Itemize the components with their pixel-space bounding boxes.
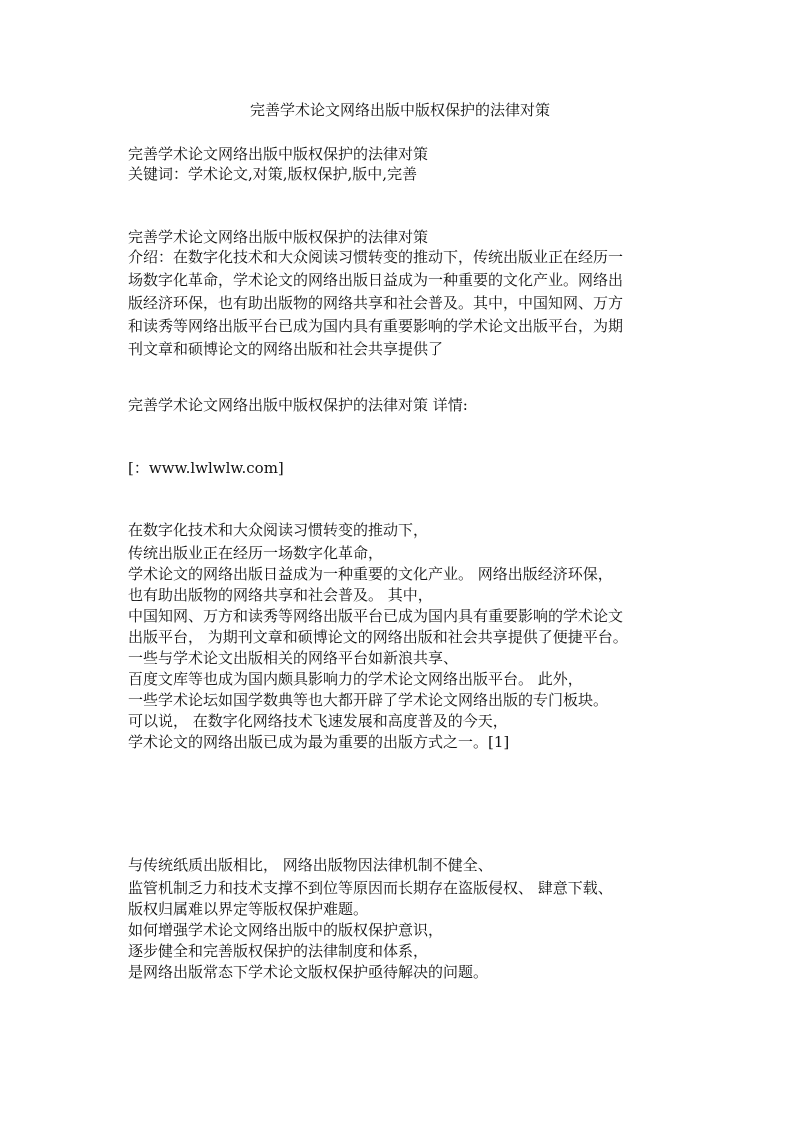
header-block-title: 完善学术论文网络出版中版权保护的法律对策	[128, 145, 429, 163]
intro-line: 介绍：在数字化技术和大众阅读习惯转变的推动下，传统出版业正在经历一	[128, 248, 624, 266]
paragraph1-line: 中国知网、万方和读秀等网络出版平台已成为国内具有重要影响的学术论文	[128, 607, 624, 625]
paragraph1-line: 百度文库等也成为国内颇具影响力的学术论文网络出版平台。 此外，	[128, 670, 583, 688]
paragraph2-line: 如何增强学术论文网络出版中的版权保护意识，	[128, 921, 444, 939]
intro-line: 和读秀等网络出版平台已成为国内具有重要影响的学术论文出版平台，为期	[128, 317, 624, 335]
intro-line: 版经济环保，也有助出版物的网络共享和社会普及。其中，中国知网、万方	[128, 294, 624, 312]
details-heading: 完善学术论文网络出版中版权保护的法律对策 详情:	[128, 396, 468, 414]
paragraph1-line: 传统出版业正在经历一场数字化革命，	[128, 544, 384, 562]
keywords-line: 关键词：学术论文,对策,版权保护,版中,完善	[128, 165, 418, 183]
paragraph1-line: 学术论文的网络出版已成为最为重要的出版方式之一。[1]	[128, 733, 510, 751]
paragraph1-line: 学术论文的网络出版日益成为一种重要的文化产业。 网络出版经济环保，	[128, 565, 613, 583]
paragraph1-line: 可以说， 在数字化网络技术飞速发展和高度普及的今天，	[128, 712, 508, 730]
paragraph1-line: 在数字化技术和大众阅读习惯转变的推动下，	[128, 521, 429, 539]
intro-line: 刊文章和硕博论文的网络出版和社会共享提供了	[128, 340, 444, 358]
paragraph1-line: 出版平台， 为期刊文章和硕博论文的网络出版和社会共享提供了便捷平台。	[128, 628, 628, 646]
paragraph2-line: 逐步健全和完善版权保护的法律制度和体系，	[128, 942, 429, 960]
paragraph2-line: 版权归属难以界定等版权保护难题。	[128, 900, 369, 918]
paragraph1-line: 一些学术论坛如国学数典等也大都开辟了学术论文网络出版的专门板块。	[128, 691, 609, 709]
paragraph1-line: 也有助出版物的网络共享和社会普及。 其中，	[128, 586, 433, 604]
intro-block-title: 完善学术论文网络出版中版权保护的法律对策	[128, 228, 429, 246]
paragraph1-line: 一些与学术论文出版相关的网络平台如新浪共享、	[128, 649, 459, 667]
document-title: 完善学术论文网络出版中版权保护的法律对策	[249, 101, 550, 119]
intro-line: 场数字化革命，学术论文的网络出版日益成为一种重要的文化产业。网络出	[128, 271, 624, 289]
paragraph2-line: 监管机制乏力和技术支撑不到位等原因而长期存在盗版侵权、 肆意下载、	[128, 879, 613, 897]
paragraph2-line: 是网络出版常态下学术论文版权保护亟待解决的问题。	[128, 963, 489, 981]
paragraph2-line: 与传统纸质出版相比， 网络出版物因法律机制不健全、	[128, 856, 493, 874]
source-link: [：www.lwlwlw.com]	[128, 459, 284, 477]
